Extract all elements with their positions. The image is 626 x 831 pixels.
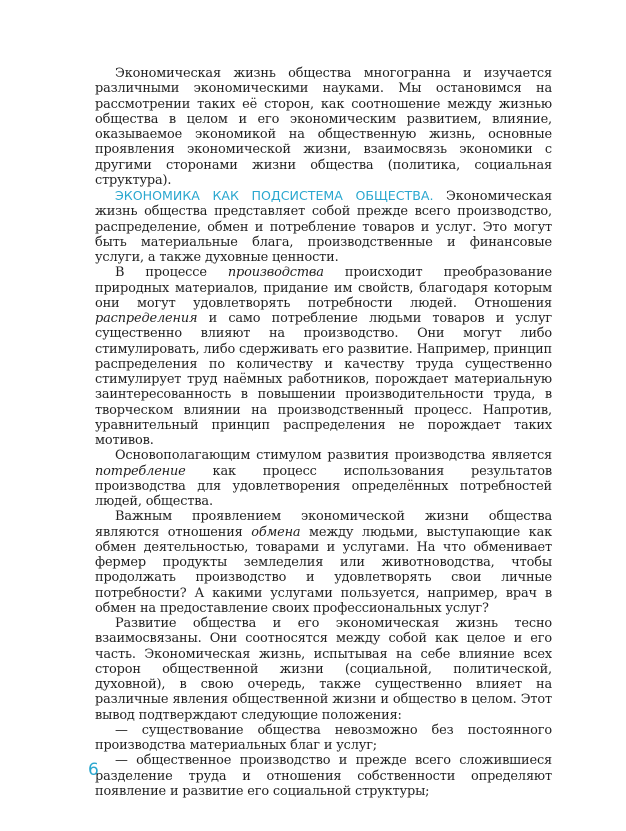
page-number: 6 [88, 760, 99, 780]
paragraph-text: Экономическая жизнь общества многогранна и изучается различными экономическими науками. Мы остановимся на рассмотрении таких её сторон, как соотношение между жизнью общества в целом и его экономическим развитием, влияние, оказываемое экономикой на общественную жизнь, основные проявления экономической жизни, взаимосвязь экономики с другими сторонами жизни общества (политика, социальная структура). [95, 66, 552, 188]
paragraph-text: В процессе [115, 265, 228, 281]
paragraph-text: — существование общества невозможно без постоянного производства материальных благ и услуг; [95, 722, 552, 753]
italic-term: потребление [95, 463, 186, 479]
italic-term: производства [227, 265, 324, 281]
paragraph [95, 265, 552, 448]
paragraph-text: и само потребление людьми товаров и услуг существенно влияют на производство. Они могут либо стимулировать, либо сдерживать его развитие. Например, принцип распределения по количеству и качеству труда существенно стимулирует труд наёмных работников, порождает материальную заинтересованность в повышении производительности труда, в творческом влиянии на производственный процесс. Напротив, уравнительный принцип распределения не порождает таких мотивов. [95, 311, 552, 448]
paragraph-text: Экономическая жизнь общества представляет собой прежде всего производство, распределение, обмен и потребление товаров и услуг. Это могут быть материальные блага, производственные и финансовые услуги, а также духовные ценности. [95, 189, 552, 265]
paragraph-text: — общественное производство и прежде всего сложившиеся разделение труда и отношения собственности определяют появление и развитие его социальной структуры; [95, 753, 552, 799]
paragraph [95, 448, 552, 509]
paragraph-text: происходит преобразование природных материалов, придание им свойств, благодаря которым они могут удовлетворять потребности людей. Отношения [95, 265, 552, 311]
italic-term: распределения [95, 311, 198, 326]
paragraph [95, 509, 552, 616]
paragraph [95, 723, 552, 754]
italic-term: обмена [251, 524, 301, 540]
paragraph-text: как процесс использования результатов производства для удовлетворения определённых потребностей людей, общества. [95, 463, 552, 509]
paragraph [95, 188, 552, 265]
page-body [95, 66, 552, 799]
section-heading: ЭКОНОМИКА КАК ПОДСИСТЕМА ОБЩЕСТВА. [115, 188, 434, 203]
paragraph [95, 66, 552, 188]
paragraph [95, 616, 552, 723]
paragraph-text: между людьми, выступающие как обмен деятельностью, товарами и услугами. На что обменивает фермер продукты земледелия или животноводства, чтобы продолжать производство и удовлетворять свои личные потребности? А какими услугами пользуется, например, врач в обмен на предоставление своих профессиональных услуг? [95, 524, 553, 616]
paragraph-text: Развитие общества и его экономическая жизнь тесно взаимосвязаны. Они соотносятся между собой как целое и его часть. Экономическая жизнь, испытывая на себе влияние всех сторон общественной жизни (социальной, политической, духовной), в свою очередь, также существенно влияет на различные явления общественной жизни и общество в целом. Этот вывод подтверждают следующие положения: [95, 616, 552, 723]
paragraph [95, 753, 552, 799]
paragraph-text: Основополагающим стимулом развития производства является [115, 448, 552, 464]
paragraph-text: Важным проявлением экономической жизни общества являются отношения [95, 509, 552, 540]
